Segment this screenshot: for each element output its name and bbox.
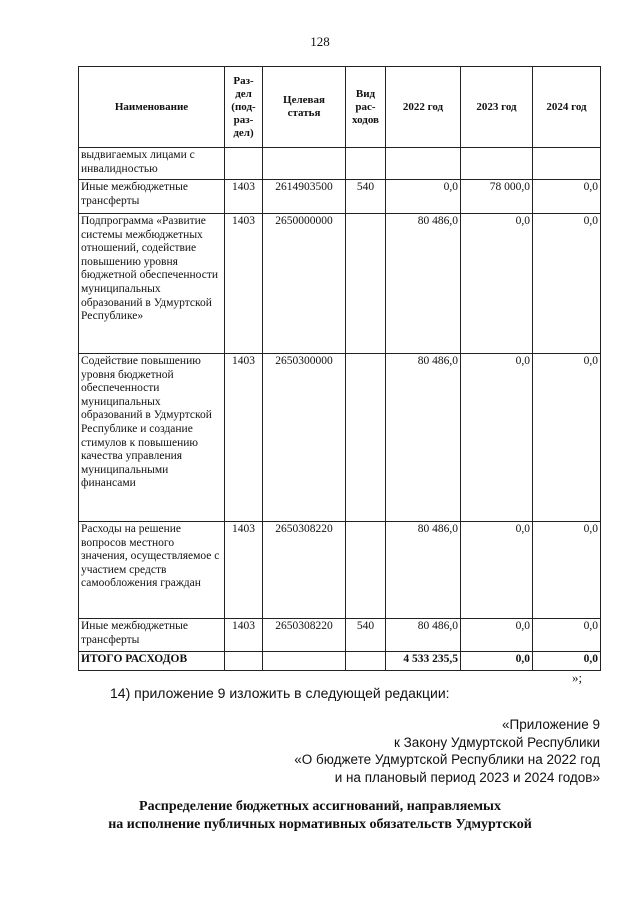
total-2022: 4 533 235,5 bbox=[386, 652, 461, 671]
cell-target bbox=[263, 652, 346, 671]
cell-section bbox=[225, 148, 263, 180]
cell-2024: 0,0 bbox=[533, 214, 601, 354]
cell-section: 1403 bbox=[225, 522, 263, 619]
total-2024: 0,0 bbox=[533, 652, 601, 671]
header-section-line: дел) bbox=[233, 126, 254, 139]
cell-section: 1403 bbox=[225, 180, 263, 214]
cell-section: 1403 bbox=[225, 214, 263, 354]
document-title-line: на исполнение публичных нормативных обязательств Удмуртской bbox=[108, 817, 532, 832]
appendix-line: «О бюджете Удмуртской Республики на 2022 год bbox=[294, 752, 600, 767]
table-header-row bbox=[79, 67, 601, 148]
document-title bbox=[0, 798, 640, 834]
cell-2022: 80 486,0 bbox=[386, 214, 461, 354]
cell-target: 2650308220 bbox=[263, 619, 346, 652]
appendix-line: к Закону Удмуртской Республики bbox=[394, 734, 600, 750]
table-row bbox=[79, 522, 601, 619]
cell-name: выдвигаемых лицами с инвалидностью bbox=[79, 148, 225, 180]
cell-name: Подпрограмма «Развитие системы межбюджетных отношений, содействие повышению уровня бюджетной обеспеченности муниципальных образований в Удмуртской Республике» bbox=[79, 214, 225, 354]
appendix-line: «Приложение 9 bbox=[502, 717, 600, 732]
amendment-item-14: 14) приложение 9 изложить в следующей редакции: bbox=[110, 685, 450, 701]
header-name: Наименование bbox=[79, 67, 225, 148]
document-title-line: Распределение бюджетных ассигнований, направляемых bbox=[139, 799, 501, 814]
cell-2022: 0,0 bbox=[386, 180, 461, 214]
table-row bbox=[79, 180, 601, 214]
cell-type: 540 bbox=[346, 180, 386, 214]
header-type-line: рас- bbox=[355, 100, 376, 113]
cell-2022: 80 486,0 bbox=[386, 522, 461, 619]
cell-target: 2614903500 bbox=[263, 180, 346, 214]
cell-target: 2650308220 bbox=[263, 522, 346, 619]
header-2023: 2023 год bbox=[461, 67, 533, 148]
cell-type: 540 bbox=[346, 619, 386, 652]
cell-type bbox=[346, 652, 386, 671]
cell-name: Иные межбюджетные трансферты bbox=[79, 619, 225, 652]
total-2023: 0,0 bbox=[461, 652, 533, 671]
cell-name: Расходы на решение вопросов местного значения, осуществляемое с участием средств самообложения граждан bbox=[79, 522, 225, 619]
header-target bbox=[263, 67, 346, 148]
cell-2024: 0,0 bbox=[533, 354, 601, 522]
cell-name: Содействие повышению уровня бюджетной обеспеченности муниципальных образований в Удмуртской Республике и создание стимулов к повышению качества управления муниципальными финансами bbox=[79, 354, 225, 522]
cell-target bbox=[263, 148, 346, 180]
cell-2023: 0,0 bbox=[461, 522, 533, 619]
table-row bbox=[79, 354, 601, 522]
budget-table bbox=[78, 66, 601, 671]
cell-type bbox=[346, 354, 386, 522]
header-section bbox=[225, 67, 263, 148]
closing-quote-mark: »; bbox=[572, 670, 583, 685]
total-row bbox=[79, 652, 601, 671]
header-section-line: дел bbox=[235, 87, 252, 100]
header-target-line: статья bbox=[287, 107, 321, 119]
header-type-line: Вид bbox=[355, 87, 376, 100]
header-section-line: Раз- bbox=[233, 74, 254, 87]
cell-2023 bbox=[461, 148, 533, 180]
header-target-line: Целевая bbox=[283, 94, 325, 106]
header-type bbox=[346, 67, 386, 148]
cell-2022: 80 486,0 bbox=[386, 354, 461, 522]
header-2022: 2022 год bbox=[386, 67, 461, 148]
header-section-line: (под- bbox=[231, 100, 256, 113]
cell-type bbox=[346, 148, 386, 180]
table-row bbox=[79, 619, 601, 652]
cell-type bbox=[346, 214, 386, 354]
header-type-line: ходов bbox=[352, 113, 379, 126]
cell-2024 bbox=[533, 148, 601, 180]
header-section-line: раз- bbox=[233, 113, 254, 126]
table-row bbox=[79, 148, 601, 180]
page-number: 128 bbox=[310, 34, 330, 49]
cell-target: 2650300000 bbox=[263, 354, 346, 522]
cell-section: 1403 bbox=[225, 354, 263, 522]
table-row bbox=[79, 214, 601, 354]
cell-2024: 0,0 bbox=[533, 522, 601, 619]
cell-2023: 0,0 bbox=[461, 214, 533, 354]
cell-2023: 0,0 bbox=[461, 354, 533, 522]
cell-2024: 0,0 bbox=[533, 180, 601, 214]
cell-section: 1403 bbox=[225, 619, 263, 652]
cell-type bbox=[346, 522, 386, 619]
cell-2024: 0,0 bbox=[533, 619, 601, 652]
cell-target: 2650000000 bbox=[263, 214, 346, 354]
cell-2023: 78 000,0 bbox=[461, 180, 533, 214]
cell-2022: 80 486,0 bbox=[386, 619, 461, 652]
appendix-heading bbox=[294, 716, 600, 786]
cell-2022 bbox=[386, 148, 461, 180]
total-label: ИТОГО РАСХОДОВ bbox=[79, 652, 225, 671]
header-2024: 2024 год bbox=[533, 67, 601, 148]
cell-section bbox=[225, 652, 263, 671]
appendix-line: и на плановый период 2023 и 2024 годов» bbox=[334, 769, 600, 785]
cell-2023: 0,0 bbox=[461, 619, 533, 652]
cell-name: Иные межбюджетные трансферты bbox=[79, 180, 225, 214]
